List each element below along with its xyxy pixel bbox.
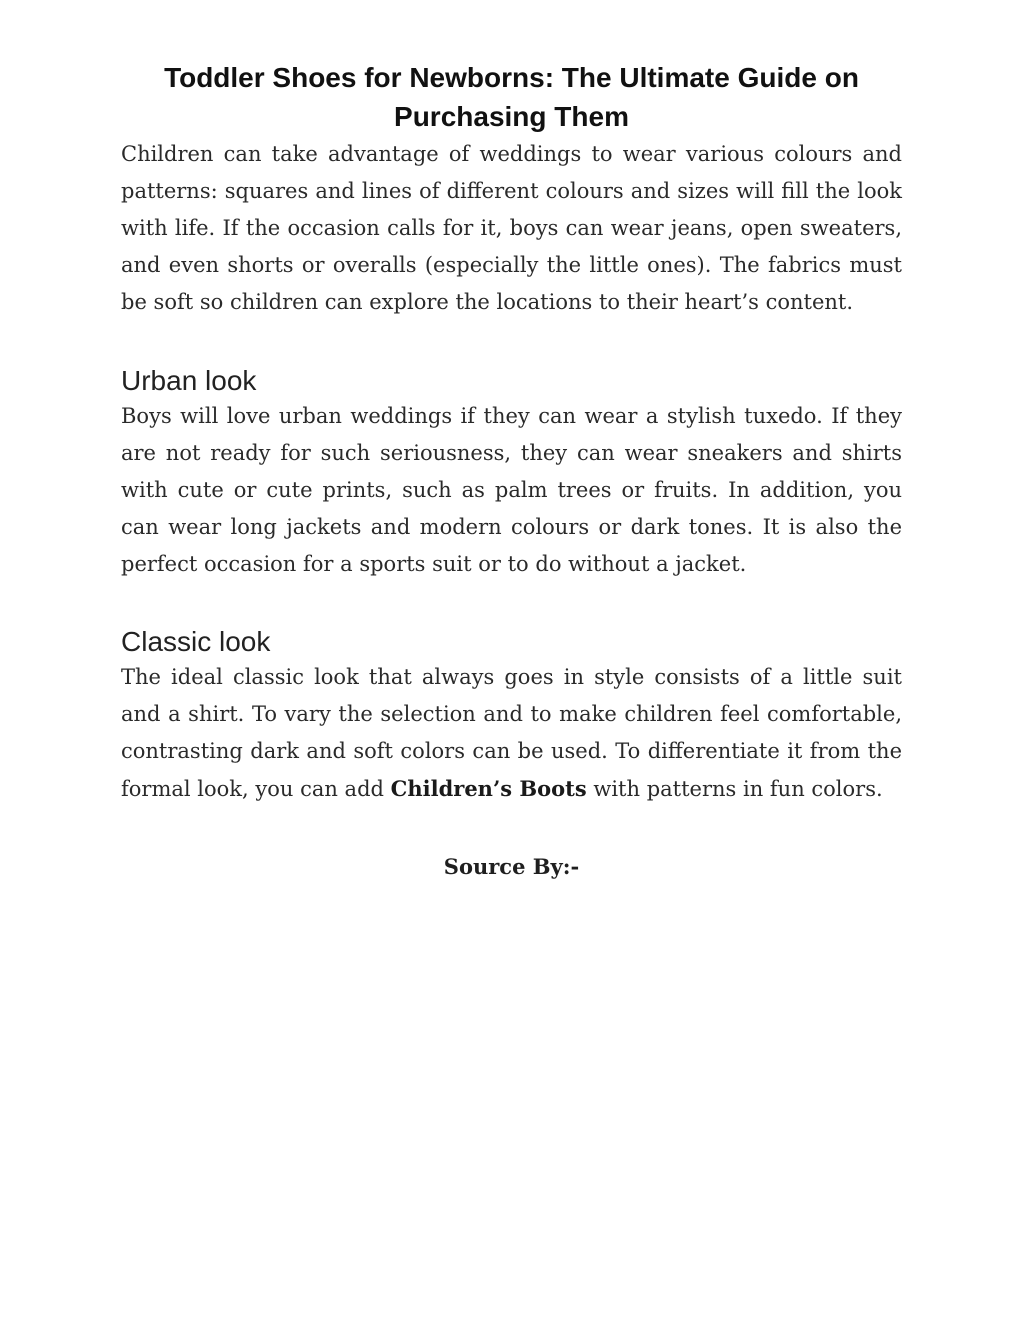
classic-look-paragraph (121, 659, 902, 808)
document-page (121, 58, 902, 885)
urban-look-paragraph: Boys will love urban weddings if they can wear a stylish tuxedo. If they are not ready for such seriousness, they can wear sneakers and shirts with cute or cute prints, such as palm trees or fruits. In addition, you can wear long jackets and modern colours or dark tones. It is also the perfect occasion for a sports suit or to do without a jacket. (121, 404, 902, 576)
urban-look-heading: Urban look (121, 365, 257, 396)
childrens-boots-link[interactable]: Children’s Boots (390, 776, 587, 801)
source-label: Source By:- (443, 854, 580, 879)
classic-text-after: with patterns in fun colors. (586, 777, 883, 801)
classic-text-before: The ideal classic look that always goes in style consists of a little suit and a shirt. To vary the selection and to make children feel comfortable, contrasting dark and soft colors can be used. To differentiate it from the formal look, you can add (121, 665, 902, 801)
intro-paragraph: Children can take advantage of weddings to wear various colours and patterns: squares and lines of different colours and sizes will fill the look with life. If the occasion calls for it, boys can wear jeans, open sweaters, and even shorts or overalls (especially the little ones). The fabrics must be soft so children can explore the locations to their heart’s content. (121, 142, 902, 314)
classic-look-heading: Classic look (121, 626, 271, 657)
page-title: Toddler Shoes for Newborns: The Ultimate Guide on Purchasing Them (164, 62, 859, 132)
